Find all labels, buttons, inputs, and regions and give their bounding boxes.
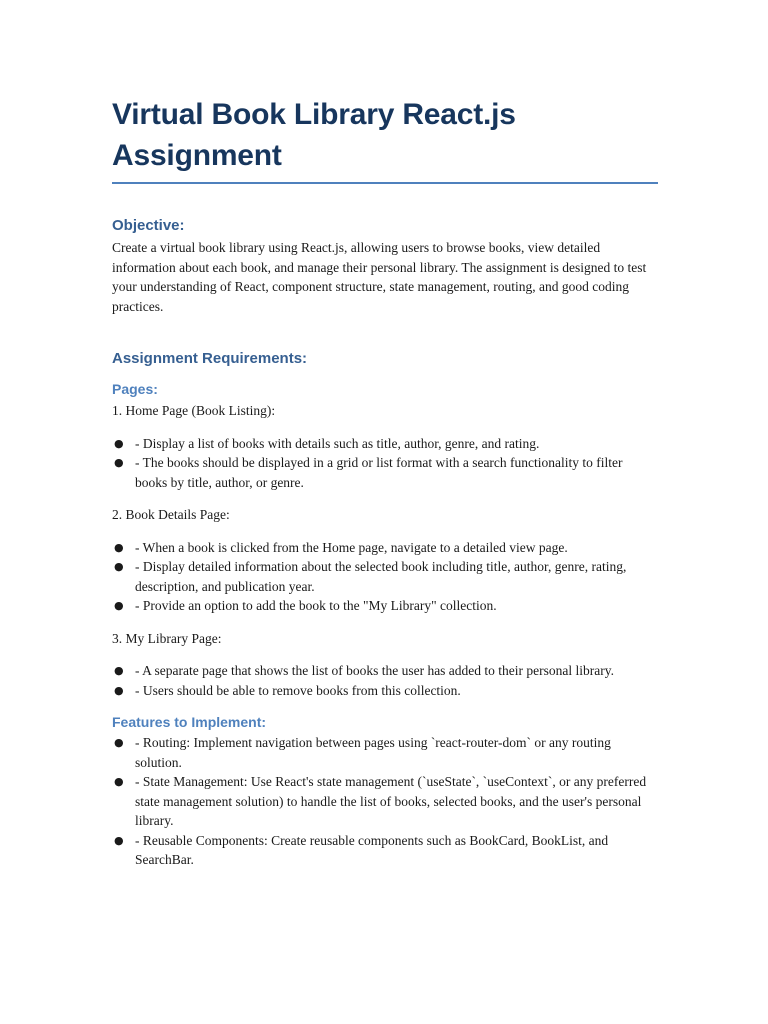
pages-heading: Pages: (112, 381, 158, 397)
list-item (112, 453, 658, 492)
bullet-icon: ● (114, 683, 124, 697)
bullet-icon: ● (114, 599, 124, 612)
bullet-icon: ● (114, 833, 124, 847)
document-title: Virtual Book Library React.js Assignment (112, 94, 658, 184)
bullet-text: - Reusable Components: Create reusable components such as BookCard, BookList, and SearchBar. (135, 832, 609, 867)
bullet-icon: ● (114, 436, 124, 450)
bullet-text: - The books should be displayed in a grid or list format with a search functionality to filter books by title, author, or genre. (135, 455, 623, 490)
bullet-icon: ● (114, 560, 124, 573)
page-item-library-bullets (112, 661, 658, 700)
page-item-details-label: 2. Book Details Page: (112, 507, 230, 522)
bullet-text: - Provide an option to add the book to the "My Library" collection. (135, 598, 497, 613)
list-item (112, 434, 658, 454)
list-item (112, 733, 658, 772)
list-item (112, 661, 658, 681)
bullet-icon: ● (114, 775, 124, 788)
bullet-text: - Routing: Implement navigation between pages using `react-router-dom` or any routing solution. (135, 735, 611, 770)
list-item (112, 538, 658, 558)
bullet-text: - Display detailed information about the selected book including title, author, genre, rating, description, and publication year. (135, 559, 627, 594)
list-item (112, 596, 658, 616)
bullet-icon: ● (114, 540, 124, 554)
requirements-heading: Assignment Requirements: (112, 350, 308, 367)
bullet-text: - When a book is clicked from the Home page, navigate to a detailed view page. (135, 539, 568, 555)
page-item-library-label: 3. My Library Page: (112, 630, 222, 646)
list-item (112, 557, 658, 596)
features-bullets (112, 733, 658, 870)
page-item-details-bullets (112, 538, 658, 616)
objective-text: Create a virtual book library using React.js, allowing users to browse books, view detailed information about each book, and manage their personal library. The assignment is designed to test your understanding of React, component structure, state management, routing, and good coding practices. (112, 240, 647, 314)
bullet-text: - State Management: Use React's state management (`useState`, `useContext`, or any preferred state management solution) to handle the list of books, selected books, and the user's personal library. (135, 774, 647, 828)
bullet-text: - Users should be able to remove books from this collection. (135, 682, 461, 698)
list-item (112, 831, 658, 870)
list-item (112, 772, 658, 831)
page-item-home-bullets (112, 434, 658, 493)
bullet-text: - A separate page that shows the list of books the user has added to their personal library. (135, 663, 614, 678)
features-heading: Features to Implement: (112, 714, 267, 730)
list-item (112, 681, 658, 701)
bullet-text: - Display a list of books with details such as title, author, genre, and rating. (135, 435, 540, 451)
bullet-icon: ● (114, 456, 124, 469)
page-item-home-label: 1. Home Page (Book Listing): (112, 403, 276, 418)
bullet-icon: ● (114, 736, 124, 749)
document-page (112, 94, 658, 870)
objective-heading: Objective: (112, 217, 185, 234)
bullet-icon: ● (114, 664, 124, 677)
